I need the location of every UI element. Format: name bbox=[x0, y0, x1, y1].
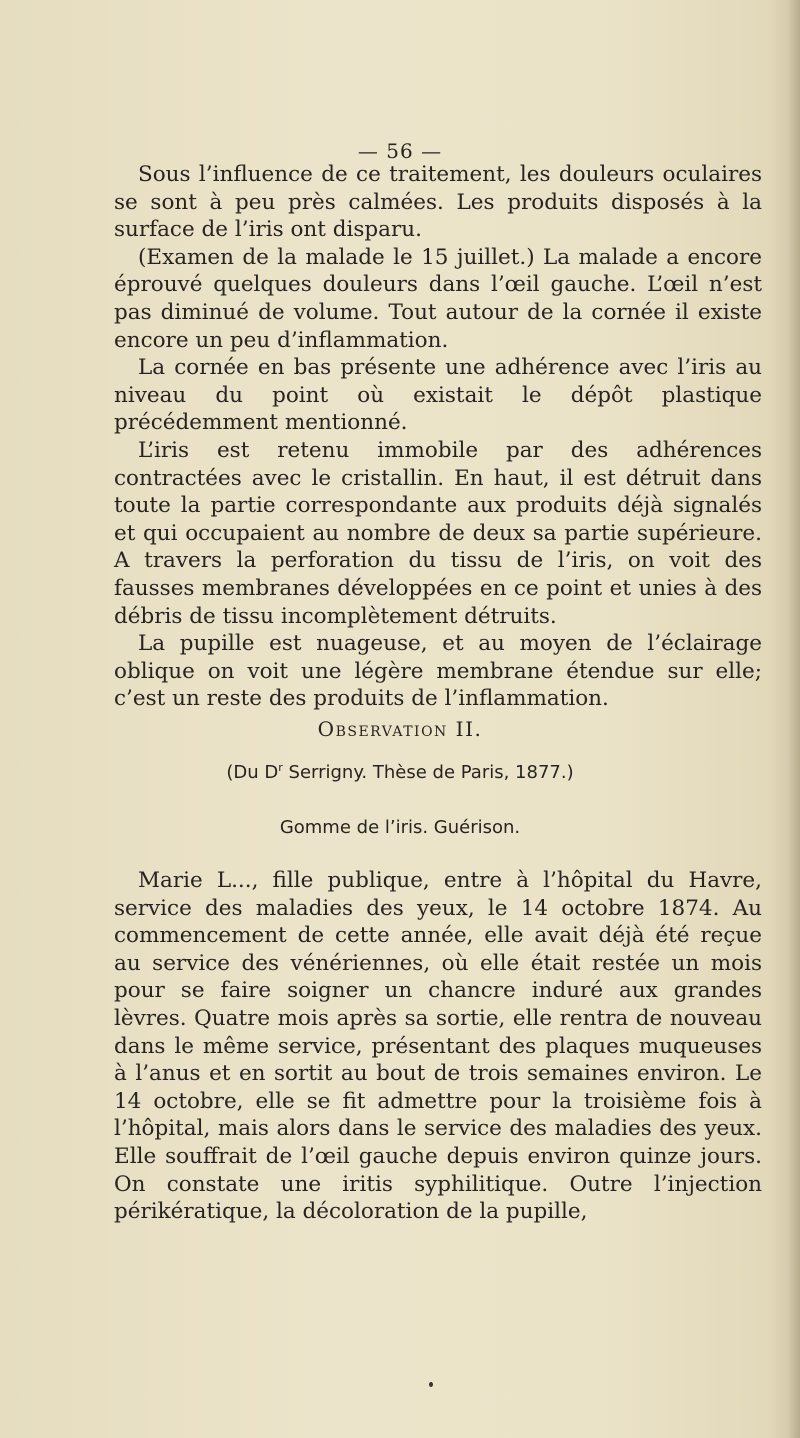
source-superscript: r bbox=[278, 761, 283, 774]
ink-speck bbox=[429, 1382, 433, 1387]
page-number: — 56 — bbox=[357, 139, 443, 163]
observation-subtitle: Gomme de l’iris. Guérison. bbox=[279, 817, 521, 838]
body-text-part2 bbox=[114, 867, 762, 1226]
observation-title: Observation II. bbox=[317, 717, 483, 741]
source-rest: Serrigny. Thèse de Paris, 1877.) bbox=[282, 762, 574, 783]
source-prefix: (Du D bbox=[226, 762, 279, 783]
paragraph: La cornée en bas présente une adhérence avec l’iris au niveau du point où existait le dépôt plastique précédemment mentionné. bbox=[114, 355, 762, 436]
paragraph: La pupille est nuageuse, et au moyen de l’éclairage oblique on voit une légère membrane étendue sur elle; c’est un reste des produits de l’inflammation. bbox=[114, 631, 762, 712]
paragraph: L’iris est retenu immobile par des adhérences contractées avec le cristallin. En haut, il est détruit dans toute la partie correspondante aux produits déjà signalés et qui occupaient au nombre de deux sa partie supérieure. A travers la perforation du tissu de l’iris, on voit des fausses membranes développées en ce point et unies à des débris de tissu incomplètement détruits. bbox=[114, 437, 762, 629]
observation-source bbox=[0, 761, 800, 783]
paragraph: Marie L..., fille publique, entre à l’hôpital du Havre, service des maladies des yeux, le 14 octobre 1874. Au commencement de cette année, elle avait déjà été reçue au service des vénériennes, où elle était restée un mois pour se faire soigner un chancre induré aux grandes lèvres. Quatre mois après sa sortie, elle rentra de nouveau dans le même service, présentant des plaques muqueuses à l’anus et en sortit au bout de trois semaines environ. Le 14 octobre, elle se fit admettre pour la troisième fois à l’hôpital, mais alors dans le service des maladies des yeux. Elle souffrait de l’œil gauche depuis environ quinze jours. On constate une iritis syphilitique. Outre l’injection périkératique, la décoloration de la pupille, bbox=[114, 868, 762, 1225]
paragraph: Sous l’influence de ce traitement, les douleurs oculaires se sont à peu près calmées. Les produits disposés à la surface de l’iris ont disparu. bbox=[114, 162, 762, 243]
body-text-part1 bbox=[114, 161, 762, 713]
paragraph: (Examen de la malade le 15 juillet.) La malade a encore éprouvé quelques douleurs dans l’œil gauche. L’œil n’est pas diminué de volume. Tout autour de la cornée il existe encore un peu d’inflammation. bbox=[114, 244, 762, 353]
